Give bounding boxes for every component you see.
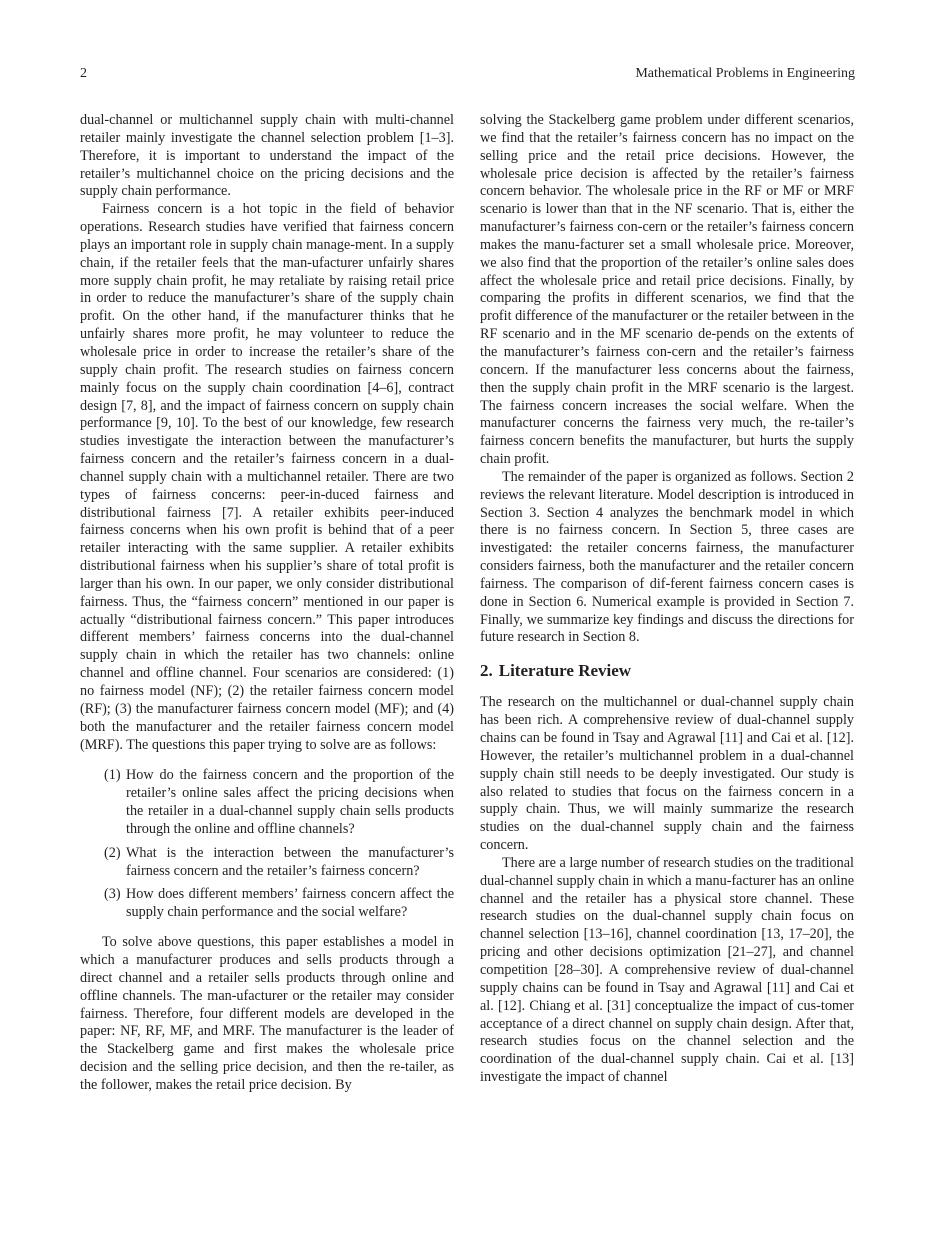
question-text: How does different members’ fairness concern affect the supply chain performance and the social welfare? xyxy=(126,886,454,921)
paragraph: The research on the multichannel or dual-channel supply chain has been rich. A comprehensive review of dual-channel supply chains can be found in Tsay and Agrawal [11] and Cai et al. [12]. However, the retailer’s multichannel problem in a dual-channel supply chain still needs to be deeply investigated. Our study is also related to studies that focus on the fairness concern in a supply chain. Thus, we will mainly summarize the research studies on the dual-channel supply chain and the fairness concern. xyxy=(480,694,854,854)
question-item xyxy=(104,845,454,881)
question-item xyxy=(104,886,454,922)
research-questions xyxy=(80,767,454,922)
section-heading xyxy=(480,660,854,682)
paragraph: Fairness concern is a hot topic in the field of behavior operations. Research studies have verified that fairness concern plays an important role in supply chain manage-ment. In a supply chain, if the retailer feels that the man-ufacturer unfairly shares more supply chain profit, he may retaliate by raising retail price in order to reduce the manufacturer’s share of the supply chain profit. On the other hand, if the manufacturer thinks that he unfairly shares more profit, he may volunteer to reduce the wholesale price in order to increase the retailer’s share of the supply chain profit. The research studies on fairness concern mainly focus on the supply chain coordination [4–6], contract design [7, 8], and the impact of fairness concern on supply chain performance [9, 10]. To the best of our knowledge, few research studies investigate the interaction between the manufacturer’s fairness concern and the retailer’s fairness concern in a dual-channel supply chain with a multichannel retailer. There are two types of fairness concerns: peer-in-duced fairness and distributional fairness [7]. A retailer exhibits peer-induced fairness concerns when his own profit is behind that of a peer retailer interacting with the same supplier. A retailer exhibits distributional fairness when his supplier’s share of total profit is larger than his own. In our paper, we only consider distributional fairness. Thus, the “fairness concern” mentioned in our paper is actually “distributional fairness concern.” This paper introduces different members’ fairness concerns into the dual-channel supply chain in which the retailer has two channels: online channel and offline channel. Four scenarios are considered: (1) no fairness model (NF); (2) the retailer fairness concern model (RF); (3) the manufacturer fairness concern model (MF); and (4) both the manufacturer and the retailer fairness concern model (MRF). The questions this paper trying to solve are as follows: xyxy=(80,201,454,753)
journal-title: Mathematical Problems in Engineering xyxy=(635,66,855,81)
paragraph: solving the Stackelberg game problem under different scenarios, we find that the retailer’s fairness concern has no impact on the selling price and the retail price decisions. However, the wholesale price decision is affected by the retailer’s fairness concern behavior. The wholesale price in the RF or MF or MRF scenario is lower than that in the NF scenario. That is, either the manufacturer’s fairness con-cern or the retailer’s fairness concern makes the manu-facturer set a small wholesale price. Moreover, we also find that the proportion of the retailer’s online sales does affect the wholesale price and retail price decisions. Finally, by comparing the profits in different scenarios, we find that the profit difference of the manufacturer or the retailer between in the RF scenario and in the MF scenario de-pends on the extents of the manufacturer’s fairness con-cern and the retailer’s fairness concern. If the manufacturer less concerns about the fairness, then the supply chain profit in the MRF scenario is the largest. The fairness concern increases the social welfare. When the manufacturer concerns the fairness very much, the re-tailer’s fairness concern benefits the manufacturer, but hurts the supply chain profit. xyxy=(480,112,854,468)
paragraph: dual-channel or multichannel supply chain with multi-channel retailer mainly investigate the channel selection problem [1–3]. Therefore, it is important to understand the impact of the retailer’s multichannel choice on the pricing decisions and the supply chain performance. xyxy=(80,112,454,200)
paragraph: To solve above questions, this paper establishes a model in which a manufacturer produces and sells products through a direct channel and a retailer sells products through online and offline channels. The man-ufacturer or the retailer may consider fairness. Therefore, four different models are developed in the paper: NF, RF, MF, and MRF. The manufacturer is the leader of the Stackelberg game and first makes the wholesale price decision and the selling price decision, and then the re-tailer, as the follower, makes the retail price decision. By xyxy=(80,934,454,1093)
question-number: (2) xyxy=(104,844,121,861)
page-number: 2 xyxy=(80,66,87,81)
question-number: (3) xyxy=(104,886,121,903)
left-column xyxy=(80,112,454,1095)
section-number: 2. xyxy=(480,661,493,681)
question-number: (1) xyxy=(104,767,121,784)
paragraph: There are a large number of research studies on the traditional dual-channel supply chain in which a manu-facturer has an online channel and the retailer has a physical store channel. These research studies on the dual-channel supply chain focus on channel selection [13–16], channel coordination [13, 17–20], the pricing and other decisions optimization [21–27], and channel competition [28–30]. A comprehensive review of dual-channel supply chains can be found in Tsay and Agrawal [11] and Cai et al. [12]. Chiang et al. [31] conceptualize the impact of cus-tomer acceptance of a direct channel on supply chain design. After that, research studies focus on the channel selection and the coordination of the dual-channel supply chain. Cai et al. [13] investigate the impact of channel xyxy=(480,854,854,1086)
paragraph: The remainder of the paper is organized as follows. Section 2 reviews the relevant literature. Model description is introduced in Section 3. Section 4 analyzes the benchmark model in which there is no fairness concern. In Section 5, three cases are investigated: the retailer concerns fairness, the manufacturer considers fairness, both the manufacturer and the retailer concern fairness. The comparison of dif-ferent fairness concern cases is done in Section 6. Numerical example is provided in Section 7. Finally, we summarize key findings and discuss the directions for future research in Section 8. xyxy=(480,468,854,646)
section-title: Literature Review xyxy=(498,661,632,681)
question-item xyxy=(104,767,454,838)
question-text: How do the fairness concern and the proportion of the retailer’s online sales affect the pricing decisions when the retailer in a dual-channel supply chain sells products through the online and offline channels? xyxy=(126,767,454,837)
right-column xyxy=(480,112,854,1087)
question-text: What is the interaction between the manufacturer’s fairness concern and the retailer’s fairness concern? xyxy=(126,844,454,879)
